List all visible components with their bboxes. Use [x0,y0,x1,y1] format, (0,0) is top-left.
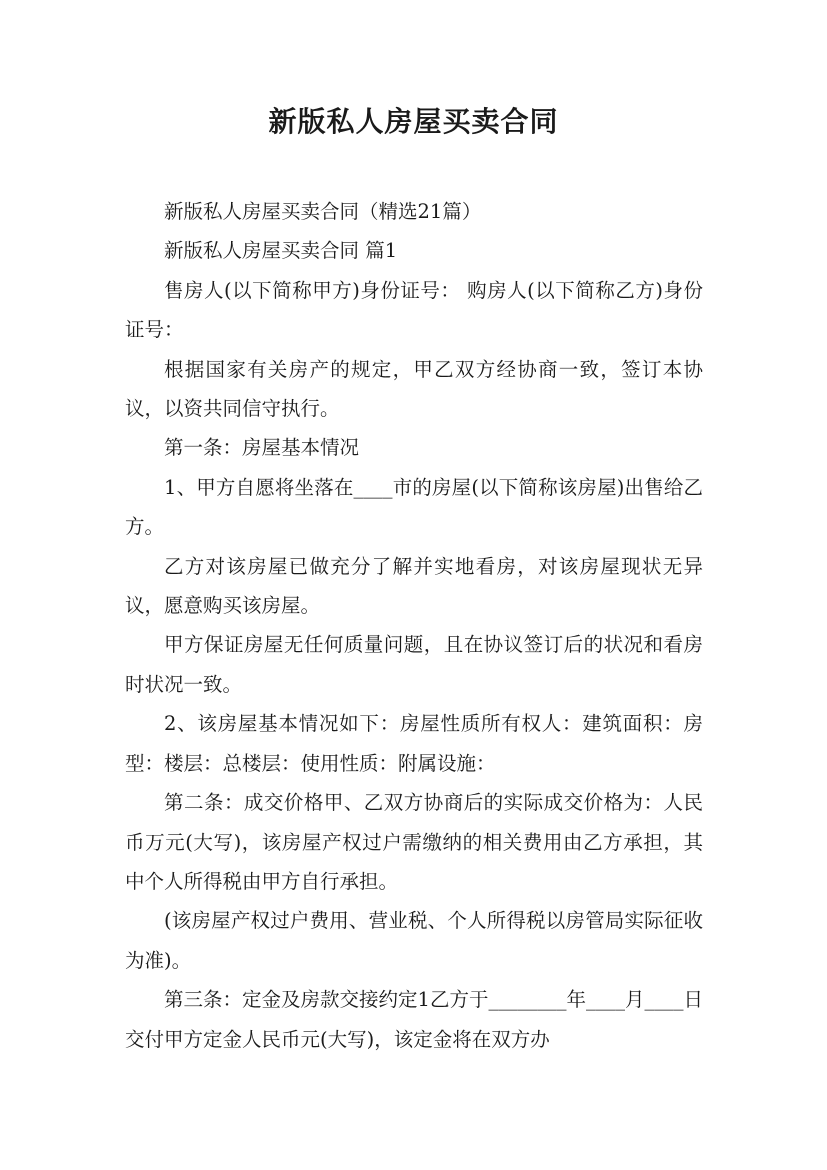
paragraph-article-2-note: (该房屋产权过户费用、营业税、个人所得税以房管局实际征收为准)。 [125,909,703,972]
paragraph-article-2: 第二条：成交价格甲、乙双方协商后的实际成交价格为：人民币万元(大写)，该房屋产权过户需缴纳的相关费用由乙方承担，其中个人所得税由甲方自行承担。 [125,791,703,893]
paragraph-article-1-clause-1: 1、甲方自愿将坐落在____市的房屋(以下简称该房屋)出售给乙方。 [125,475,703,539]
document-title: 新版私人房屋买卖合同 [268,105,559,138]
paragraph-article-3: 第三条：定金及房款交接约定1乙方于________年____月____日交付甲方定金人民币元(大写)，该定金将在双方办 [125,988,703,1051]
paragraph-preamble: 根据国家有关房产的规定，甲乙双方经协商一致，签订本协议，以资共同信守执行。 [125,357,703,421]
paragraph-seller-guarantee: 甲方保证房屋无任何质量问题，且在协议签订后的状况和看房时状况一致。 [125,633,703,696]
paragraph-parties: 售房人(以下简称甲方)身份证号： 购房人(以下简称乙方)身份证号： [125,278,703,342]
paragraph-buyer-acknowledgement: 乙方对该房屋已做充分了解并实地看房，对该房屋现状无异议，愿意购买该房屋。 [125,554,703,618]
paragraph-section-heading: 新版私人房屋买卖合同 篇1 [164,239,398,263]
paragraph-article-1-heading: 第一条：房屋基本情况 [164,436,360,460]
paragraph-article-1-clause-2: 2、该房屋基本情况如下：房屋性质所有权人：建筑面积：房型：楼层：总楼层：使用性质：附属设施： [125,712,703,775]
paragraph-subtitle: 新版私人房屋买卖合同（精选21篇） [164,200,482,223]
document-body [125,192,703,1059]
